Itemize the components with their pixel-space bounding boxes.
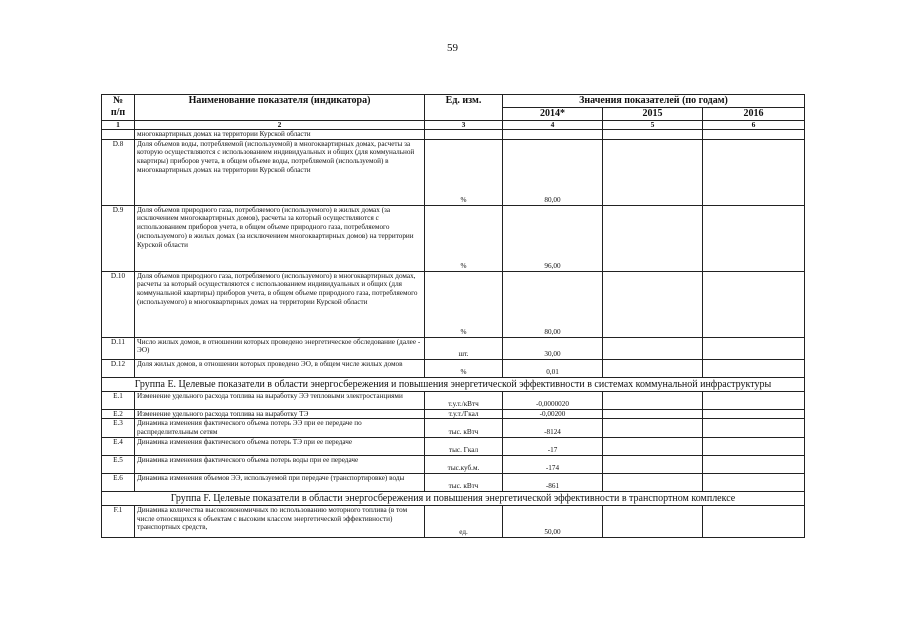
- value-2014: -17: [503, 437, 603, 455]
- value-2014: 50,00: [503, 505, 603, 537]
- value-2015: [603, 130, 703, 140]
- column-number: 3: [425, 121, 503, 130]
- header-year: 2014*: [503, 108, 603, 121]
- value-2015: [603, 455, 703, 473]
- value-2014: -174: [503, 455, 603, 473]
- header-values: Значения показателей (по годам): [503, 95, 805, 108]
- value-2016: [703, 359, 805, 377]
- indicator-name: Доля объемов природного газа, потребляемого (используемого) в многоквартирных домах, расчеты за который осуществляются с использованием индивидуальных и общих (для коммунальной квартиры) приборов учета, в общем объеме природного газа, потребляемого (используемого) в многоквартирных домах на территории Курской области: [135, 271, 425, 337]
- group-f-header-row: [102, 491, 805, 505]
- value-2015: [603, 505, 703, 537]
- unit-cell: шт.: [425, 337, 503, 359]
- indicator-name: многоквартирных домах на территории Курской области: [135, 130, 425, 140]
- indicator-name: Динамика изменения объемов ЭЭ, используемой при передаче (транспортировке) воды: [135, 473, 425, 491]
- value-2014: 80,00: [503, 271, 603, 337]
- value-2016: [703, 205, 805, 271]
- header-name: Наименование показателя (индикатора): [135, 95, 425, 121]
- indicator-name: Доля объемов природного газа, потребляемого (используемого) в жилых домах (за исключением многоквартирных домов), расчеты за который осуществляются с использованием приборов учета, в общем объеме природного газа, потребляемого (используемого) в жилых домах (за исключением многоквартирных домов) на территории Курской области: [135, 205, 425, 271]
- indicator-name: Изменение удельного расхода топлива на выработку ЭЭ тепловыми электростанциями: [135, 391, 425, 409]
- indicator-name: Динамика изменения фактического объема потерь воды при ее передаче: [135, 455, 425, 473]
- row-number: D.9: [102, 205, 135, 271]
- indicators-table: [101, 94, 805, 538]
- header-year: 2015: [603, 108, 703, 121]
- table-row: [102, 205, 805, 271]
- unit-cell: %: [425, 271, 503, 337]
- column-numbers-row: [102, 121, 805, 130]
- row-number: F.1: [102, 505, 135, 537]
- value-2015: [603, 271, 703, 337]
- value-2016: [703, 130, 805, 140]
- header-year: 2016: [703, 108, 805, 121]
- table-row: [102, 337, 805, 359]
- value-2015: [603, 419, 703, 437]
- value-2016: [703, 271, 805, 337]
- table-row: [102, 130, 805, 140]
- header-unit: Ед. изм.: [425, 95, 503, 121]
- value-2014: -861: [503, 473, 603, 491]
- page-number: 59: [447, 42, 458, 54]
- column-number: 5: [603, 121, 703, 130]
- table-row: [102, 455, 805, 473]
- value-2014: -0,0000020: [503, 391, 603, 409]
- value-2014: 0,01: [503, 359, 603, 377]
- unit-cell: ед.: [425, 505, 503, 537]
- column-number: 2: [135, 121, 425, 130]
- indicator-name: Динамика изменения фактического объема потерь ЭЭ при ее передаче по распределительным сетям: [135, 419, 425, 437]
- value-2015: [603, 337, 703, 359]
- header-number: № п/п: [102, 95, 135, 121]
- column-number: 4: [503, 121, 603, 130]
- value-2014: -0,00200: [503, 409, 603, 419]
- unit-cell: [425, 130, 503, 140]
- row-number: [102, 130, 135, 140]
- value-2014: 96,00: [503, 205, 603, 271]
- unit-cell: %: [425, 205, 503, 271]
- value-2014: 80,00: [503, 139, 603, 205]
- value-2015: [603, 359, 703, 377]
- table-row: [102, 409, 805, 419]
- indicator-name: Доля жилых домов, в отношении которых проведено ЭО, в общем числе жилых домов: [135, 359, 425, 377]
- value-2015: [603, 437, 703, 455]
- value-2016: [703, 139, 805, 205]
- value-2016: [703, 473, 805, 491]
- value-2015: [603, 409, 703, 419]
- value-2016: [703, 455, 805, 473]
- row-number: D.12: [102, 359, 135, 377]
- unit-cell: т.у.т./Гкал: [425, 409, 503, 419]
- value-2016: [703, 419, 805, 437]
- row-number: E.1: [102, 391, 135, 409]
- unit-cell: тыс.куб.м.: [425, 455, 503, 473]
- table-row: [102, 359, 805, 377]
- value-2016: [703, 505, 805, 537]
- unit-cell: %: [425, 359, 503, 377]
- unit-cell: тыс. Гкал: [425, 437, 503, 455]
- group-e-title: Группа Е. Целевые показатели в области энергосбережения и повышения энергетической эффективности в системах коммунальной инфраструктуры: [102, 377, 805, 391]
- value-2014: 30,00: [503, 337, 603, 359]
- row-number: E.5: [102, 455, 135, 473]
- row-number: E.3: [102, 419, 135, 437]
- row-number: E.4: [102, 437, 135, 455]
- value-2016: [703, 409, 805, 419]
- unit-cell: %: [425, 139, 503, 205]
- table-row: [102, 473, 805, 491]
- column-number: 1: [102, 121, 135, 130]
- value-2015: [603, 391, 703, 409]
- row-number: D.8: [102, 139, 135, 205]
- row-number: E.6: [102, 473, 135, 491]
- row-number: D.10: [102, 271, 135, 337]
- group-f-title: Группа F. Целевые показатели в области энергосбережения и повышения энергетической эффективности в транспортном комплексе: [102, 491, 805, 505]
- value-2014: -8124: [503, 419, 603, 437]
- indicator-name: Динамика количества высокоэкономичных по использованию моторного топлива (в том числе относящихся к объектам с высоким классом энергетической эффективности) транспортных средств,: [135, 505, 425, 537]
- unit-cell: тыс. кВтч: [425, 419, 503, 437]
- table-row: [102, 139, 805, 205]
- indicator-name: Число жилых домов, в отношении которых проведено энергетическое обследование (далее - ЭО): [135, 337, 425, 359]
- table-row: [102, 437, 805, 455]
- unit-cell: тыс. кВтч: [425, 473, 503, 491]
- value-2014: [503, 130, 603, 140]
- value-2015: [603, 473, 703, 491]
- table-row: [102, 271, 805, 337]
- value-2016: [703, 437, 805, 455]
- table-row: [102, 391, 805, 409]
- row-number: D.11: [102, 337, 135, 359]
- table-row: [102, 419, 805, 437]
- table-row: [102, 505, 805, 537]
- unit-cell: т.у.т./кВтч: [425, 391, 503, 409]
- indicator-name: Доля объемов воды, потребляемой (используемой) в многоквартирных домах, расчеты за которую осуществляются с использованием индивидуальных и общих (для коммунальной квартиры) приборов учета, в общем объеме воды, потребляемой (используемой) в многоквартирных домах на территории Курской области: [135, 139, 425, 205]
- value-2015: [603, 139, 703, 205]
- group-e-header-row: [102, 377, 805, 391]
- row-number: E.2: [102, 409, 135, 419]
- column-number: 6: [703, 121, 805, 130]
- value-2016: [703, 337, 805, 359]
- value-2016: [703, 391, 805, 409]
- value-2015: [603, 205, 703, 271]
- indicator-name: Изменение удельного расхода топлива на выработку ТЭ: [135, 409, 425, 419]
- indicator-name: Динамика изменения фактического объема потерь ТЭ при ее передаче: [135, 437, 425, 455]
